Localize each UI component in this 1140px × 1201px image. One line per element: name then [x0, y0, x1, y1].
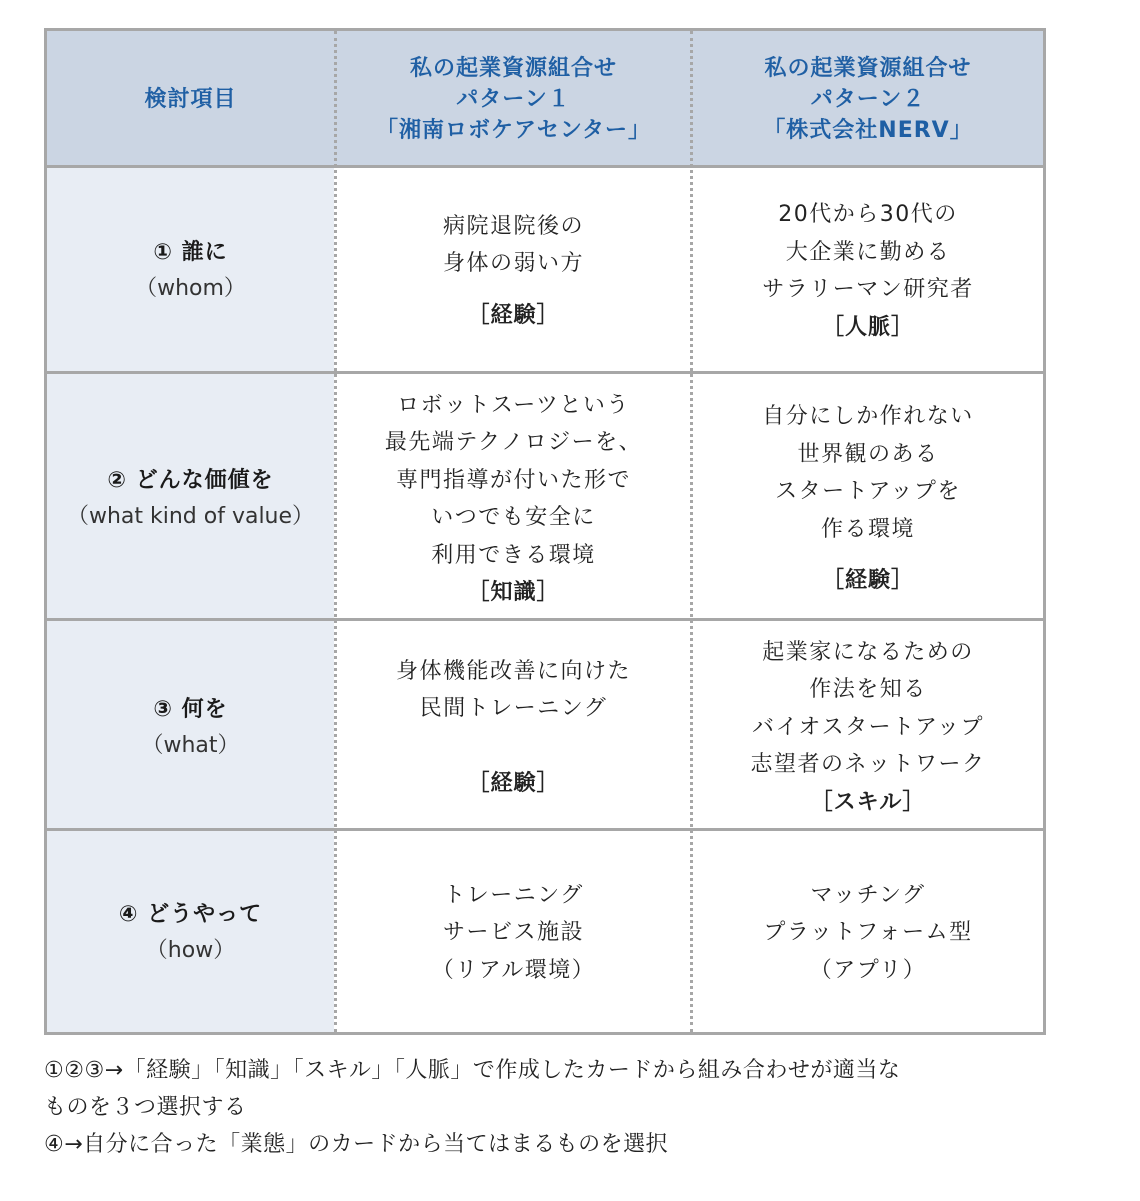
- cell-text-line: 民間トレーニング: [419, 696, 608, 722]
- resource-tag: ［人脈］: [821, 314, 914, 340]
- cell-text-line: ロボットスーツという: [397, 392, 630, 418]
- cell-text-line: 自分にしか作れない: [762, 404, 974, 430]
- cell-text-line: （アプリ）: [809, 957, 927, 983]
- cell-text-line: スタートアップを: [775, 479, 961, 505]
- cell-text-line: バイオスタートアップ: [752, 714, 984, 740]
- cell-text-line: 身体機能改善に向けた: [395, 658, 631, 684]
- cell-text-line: 大企業に勤める: [785, 239, 951, 265]
- row-sublabel: （how）: [145, 938, 236, 963]
- cell-value-pattern2: [693, 377, 1043, 621]
- cell-text-line: 作法を知る: [809, 677, 927, 703]
- resource-tag: ［経験］: [821, 568, 914, 594]
- cell-who-pattern2: [693, 168, 1043, 374]
- row-sublabel: （what kind of value）: [66, 504, 315, 529]
- footnote-line: ものを３つ選択する: [44, 1095, 247, 1120]
- header-col-pattern2: [693, 31, 1043, 168]
- row-label: ② どんな価値を: [107, 468, 274, 493]
- cell-how-pattern2: [693, 834, 1043, 1032]
- cell-text-line: トレーニング: [443, 882, 584, 908]
- row-sublabel: （what）: [141, 732, 240, 758]
- row-label: ① 誰に: [153, 240, 228, 265]
- cell-text-line: プラットフォーム型: [763, 920, 973, 946]
- cell-text-line: 利用できる環境: [431, 542, 596, 568]
- cell-text-line: 20代から30代の: [778, 202, 958, 227]
- cell-text-line: 最先端テクノロジーを、: [384, 430, 643, 455]
- header-col-pattern1: [337, 31, 690, 168]
- header-line: 私の起業資源組合せ: [409, 56, 617, 81]
- cell-text-line: 病院退院後の: [442, 213, 584, 239]
- row-sublabel: （whom）: [135, 276, 246, 301]
- row-label: ③ 何を: [153, 696, 228, 722]
- header-line: 「湘南ロボケアセンター」: [376, 118, 651, 143]
- footnote-line: ①②③→「経験」「知識」「スキル」「人脈」で作成したカードから組み合わせが適当な: [44, 1058, 901, 1083]
- cell-text-line: サービス施設: [442, 920, 584, 946]
- row-label-how: [47, 834, 334, 1032]
- resource-tag: ［知識］: [467, 580, 560, 605]
- resource-tag: ［スキル］: [810, 789, 926, 815]
- row-divider: [47, 371, 1043, 374]
- cell-text-line: 身体の弱い方: [442, 251, 584, 277]
- cell-text-line: 起業家になるための: [762, 639, 974, 665]
- header-line: 私の起業資源組合せ: [764, 56, 972, 81]
- cell-text-line: 世界観のある: [797, 441, 939, 467]
- header-line: 「株式会社NERV」: [763, 118, 973, 143]
- resource-tag: ［経験］: [467, 302, 560, 328]
- cell-text-line: マッチング: [810, 882, 926, 908]
- row-label: ④ どうやって: [118, 902, 263, 927]
- cell-text-line: 作る環境: [820, 516, 915, 542]
- footnotes: [44, 1052, 1104, 1163]
- header-items-label: 検討項目: [144, 87, 237, 112]
- cell-what-pattern1: [337, 624, 690, 831]
- cell-how-pattern1: [337, 834, 690, 1032]
- cell-what-pattern2: [693, 624, 1043, 831]
- footnote-line: ④→自分に合った「業態」のカードから当てはまるものを選択: [44, 1132, 669, 1157]
- cell-text-line: サラリーマン研究者: [762, 277, 974, 302]
- cell-text-line: 志望者のネットワーク: [750, 752, 986, 778]
- row-divider: [47, 828, 1043, 831]
- header-line: パターン１: [456, 87, 571, 112]
- resource-combination-table: [44, 28, 1046, 1035]
- column-divider: [334, 31, 337, 1032]
- row-divider: [47, 165, 1043, 168]
- column-divider: [690, 31, 693, 1032]
- header-col-items: [47, 31, 334, 168]
- row-label-value: [47, 377, 334, 621]
- cell-text-line: 専門指導が付いた形で: [395, 467, 631, 493]
- header-line: パターン２: [810, 87, 926, 112]
- row-label-who: [47, 168, 334, 374]
- resource-tag: ［経験］: [467, 770, 560, 796]
- row-divider: [47, 618, 1043, 621]
- cell-text-line: （リアル環境）: [431, 957, 596, 983]
- cell-who-pattern1: [337, 168, 690, 374]
- cell-text-line: いつでも安全に: [431, 505, 596, 530]
- row-label-what: [47, 624, 334, 831]
- cell-value-pattern1: [337, 377, 690, 621]
